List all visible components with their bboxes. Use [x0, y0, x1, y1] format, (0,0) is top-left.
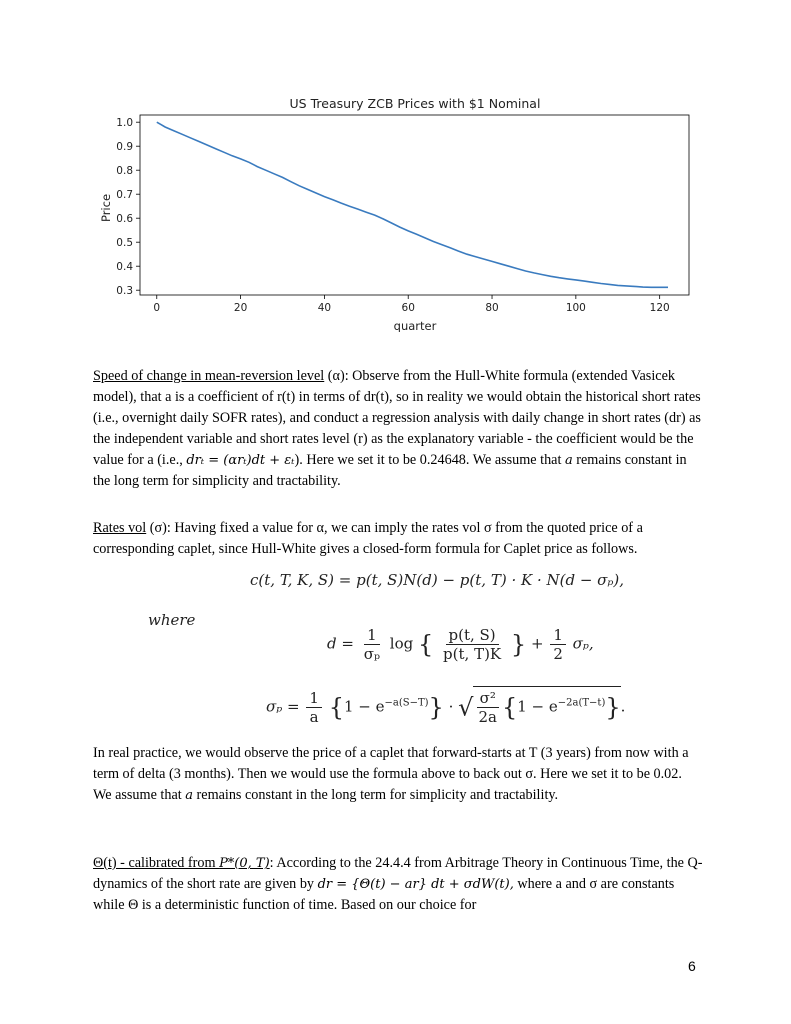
heading-rates-vol: Rates vol: [93, 520, 147, 536]
x-tick-label: 120: [649, 302, 670, 314]
plot-frame: [140, 115, 689, 295]
sigma-p-part2: 1 − e: [517, 697, 558, 716]
y-tick-label: 0.8: [116, 165, 133, 178]
sigma-p-fraction-1-num: 1: [306, 689, 322, 708]
sqrt-sign: √: [458, 693, 474, 722]
x-tick-label: 100: [565, 302, 586, 314]
sigma-p-dot: ·: [448, 697, 454, 716]
alpha-symbol: (α): [324, 368, 345, 384]
brace-close: }: [510, 630, 527, 659]
y-axis-label: Price: [99, 193, 113, 223]
sigma-p-tail: .: [620, 697, 626, 716]
d-formula: [327, 626, 594, 663]
y-tick-label: 0.7: [116, 189, 133, 202]
sqrt-body: [473, 686, 620, 726]
x-axis-label: quarter: [393, 319, 437, 332]
y-axis-ticks: [116, 117, 140, 297]
x-tick-label: 40: [317, 302, 332, 314]
d-fraction-3-num: 1: [550, 626, 566, 645]
real-practice-text-b: remains constant in the long term for simplicity and tractability.: [193, 787, 559, 803]
mean-reversion-text-b: ). Here we set it to be 0.24648. We assume that: [294, 452, 565, 468]
x-tick-label: 60: [401, 302, 415, 314]
brace-open-2: {: [328, 693, 344, 722]
y-tick-label: 0.5: [116, 237, 133, 250]
mean-reversion-text-a: : Observe from the Hull-White formula (extended Vasicek model), that a is a coefficient of r(t) in terms of dr(t), so in reality we would obtain the historical short rates (i.e., overnight daily SOFR rates), and conduct a regression analysis with daily change in short rates (dr) as the independent variable and short rates level (r) as the explanatory variable - the coefficient would be the value for a (i.e.,: [93, 368, 701, 468]
d-tail: σₚ,: [572, 634, 594, 653]
variable-a: a: [564, 453, 573, 468]
d-fraction-3: [550, 626, 566, 663]
x-tick-label: 80: [485, 302, 499, 314]
chart-title: US Treasury ZCB Prices with $1 Nominal: [289, 96, 541, 111]
d-fraction-2-den: p(t, T)K: [443, 645, 502, 663]
d-fraction-2-num: p(t, S): [446, 626, 499, 645]
theta-text-a: : According to the 24.4.4 from Arbitrage Theory in Continuous Time, the Q-dynamics of the short rate are given by: [93, 855, 703, 892]
d-log: log: [389, 634, 414, 653]
paragraph-theta: [93, 853, 703, 916]
y-tick-label: 0.9: [116, 141, 133, 154]
regression-equation: drₜ = (αrₜ)dt + εₜ: [186, 453, 295, 468]
caplet-formula-text: c(t, T, K, S) = p(t, S)N(d) − p(t, T) · K · N(d − σₚ),: [250, 571, 625, 589]
variable-a-2: a: [185, 788, 193, 803]
where-label: [148, 611, 195, 629]
mean-reversion-text-c: remains constant in the long term for simplicity and tractability.: [93, 452, 687, 489]
rates-vol-text: : Having fixed a value for α, we can imply the rates vol σ from the quoted price of a corresponding caplet, since Hull-White gives a closed-form formula for Caplet price as follows.: [93, 520, 643, 557]
sigma-p-formula: [266, 686, 625, 726]
theta-text-b: where a and σ are constants while Θ is a deterministic function of time. Based on our choice for: [93, 876, 675, 913]
sigma-p-fraction-1-den: a: [309, 708, 319, 726]
d-fraction-1: [361, 626, 383, 663]
paragraph-real-practice: [93, 743, 703, 806]
sigma-p-part1: 1 − e: [343, 697, 385, 716]
y-tick-label: 0.6: [116, 213, 133, 226]
d-fraction-2: [440, 626, 504, 663]
brace-close-2: }: [428, 693, 444, 722]
d-lhs: d =: [327, 634, 354, 653]
heading-mean-reversion: Speed of change in mean-reversion level: [93, 368, 325, 384]
sigma-p-fraction-2-num: σ²: [477, 689, 499, 708]
real-practice-text-a: In real practice, we would observe the price of a caplet that forward-starts at T (3 years) from now with a term of delta (3 months). Then we would use the formula above to back out σ. Here we set it to be 0.02. We assume that: [93, 745, 689, 803]
brace-open: {: [417, 630, 434, 659]
where-text: where: [148, 611, 196, 629]
x-tick-label: 20: [233, 302, 248, 314]
y-tick-label: 0.3: [116, 285, 133, 298]
paragraph-rates-vol: [93, 518, 703, 560]
x-tick-label: 0: [153, 302, 161, 314]
heading-theta-math: P*(0, T): [219, 856, 270, 871]
d-fraction-1-den: σₚ: [363, 645, 380, 663]
y-tick-label: 0.4: [116, 261, 133, 274]
q-dynamics-equation: dr = {Θ(t) − ar} dt + σdW(t),: [317, 877, 514, 892]
y-tick-label: 1.0: [116, 117, 133, 130]
sigma-p-exp2: −2a(T−t): [557, 697, 606, 709]
zcb-price-chart: [90, 92, 710, 332]
d-fraction-3-den: 2: [553, 645, 563, 663]
x-axis-ticks: [153, 295, 669, 314]
sigma-p-fraction-2: [475, 689, 500, 726]
brace-close-3: }: [605, 693, 621, 722]
page-number: 6: [688, 958, 696, 974]
sigma-p-fraction-1: [306, 689, 322, 726]
caplet-formula: [250, 571, 624, 589]
price-series-line: [157, 122, 668, 287]
sigma-p-fraction-2-den: 2a: [478, 708, 497, 726]
sigma-symbol: (σ): [146, 520, 167, 536]
brace-open-3: {: [501, 693, 518, 722]
heading-theta: Θ(t) - calibrated from: [93, 855, 220, 871]
d-fraction-1-num: 1: [364, 626, 380, 645]
d-plus: +: [530, 634, 544, 653]
sigma-p-lhs: σₚ =: [266, 697, 300, 716]
paragraph-mean-reversion: [93, 366, 703, 492]
sigma-p-exp1: −a(S−T): [384, 697, 429, 709]
